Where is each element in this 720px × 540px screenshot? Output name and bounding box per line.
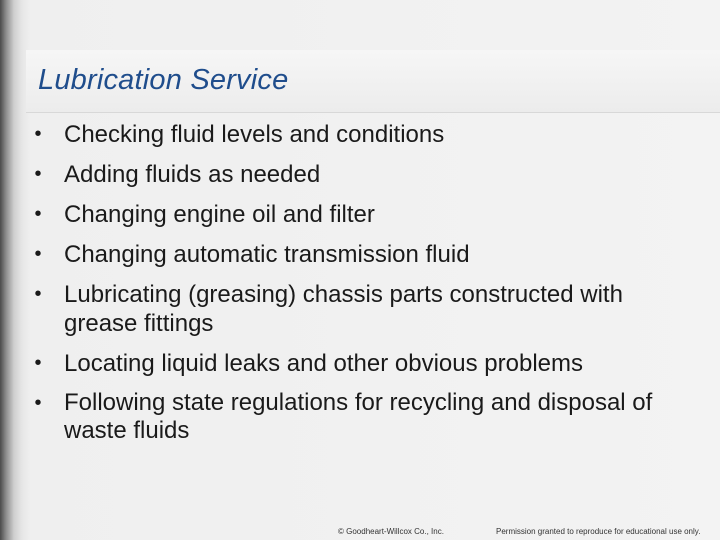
bullet-dot: • bbox=[34, 203, 42, 225]
footer-copyright: © Goodheart-Willcox Co., Inc. bbox=[338, 527, 444, 536]
bullet-dot: • bbox=[34, 243, 42, 265]
bullet-text: Adding fluids as needed bbox=[64, 161, 321, 188]
bullet-list bbox=[28, 120, 698, 445]
bullet-text: Checking fluid levels and conditions bbox=[64, 121, 445, 148]
bullet-dot: • bbox=[34, 123, 42, 145]
bullet-dot: • bbox=[34, 352, 42, 374]
bullet-text: Locating liquid leaks and other obvious problems bbox=[64, 350, 583, 377]
bullet-dot: • bbox=[34, 163, 42, 185]
bullet-item bbox=[28, 349, 698, 378]
bullet-dot: • bbox=[34, 392, 42, 414]
bullet-text: Following state regulations for recycling and disposal of waste fluids bbox=[64, 389, 653, 444]
slide-title: Lubrication Service bbox=[38, 64, 289, 96]
bullet-item bbox=[28, 160, 698, 189]
bullet-text: Changing automatic transmission fluid bbox=[64, 241, 470, 268]
footer-permission: Permission granted to reproduce for educational use only. bbox=[496, 527, 701, 536]
bullet-item bbox=[28, 240, 698, 269]
bullet-text: Lubricating (greasing) chassis parts constructed with grease fittings bbox=[64, 281, 623, 337]
bullet-item bbox=[28, 389, 698, 445]
bullet-dot: • bbox=[34, 283, 42, 305]
bullet-item bbox=[28, 280, 698, 338]
bullet-text: Changing engine oil and filter bbox=[64, 201, 375, 228]
bullet-item bbox=[28, 200, 698, 229]
bullet-item bbox=[28, 120, 698, 149]
